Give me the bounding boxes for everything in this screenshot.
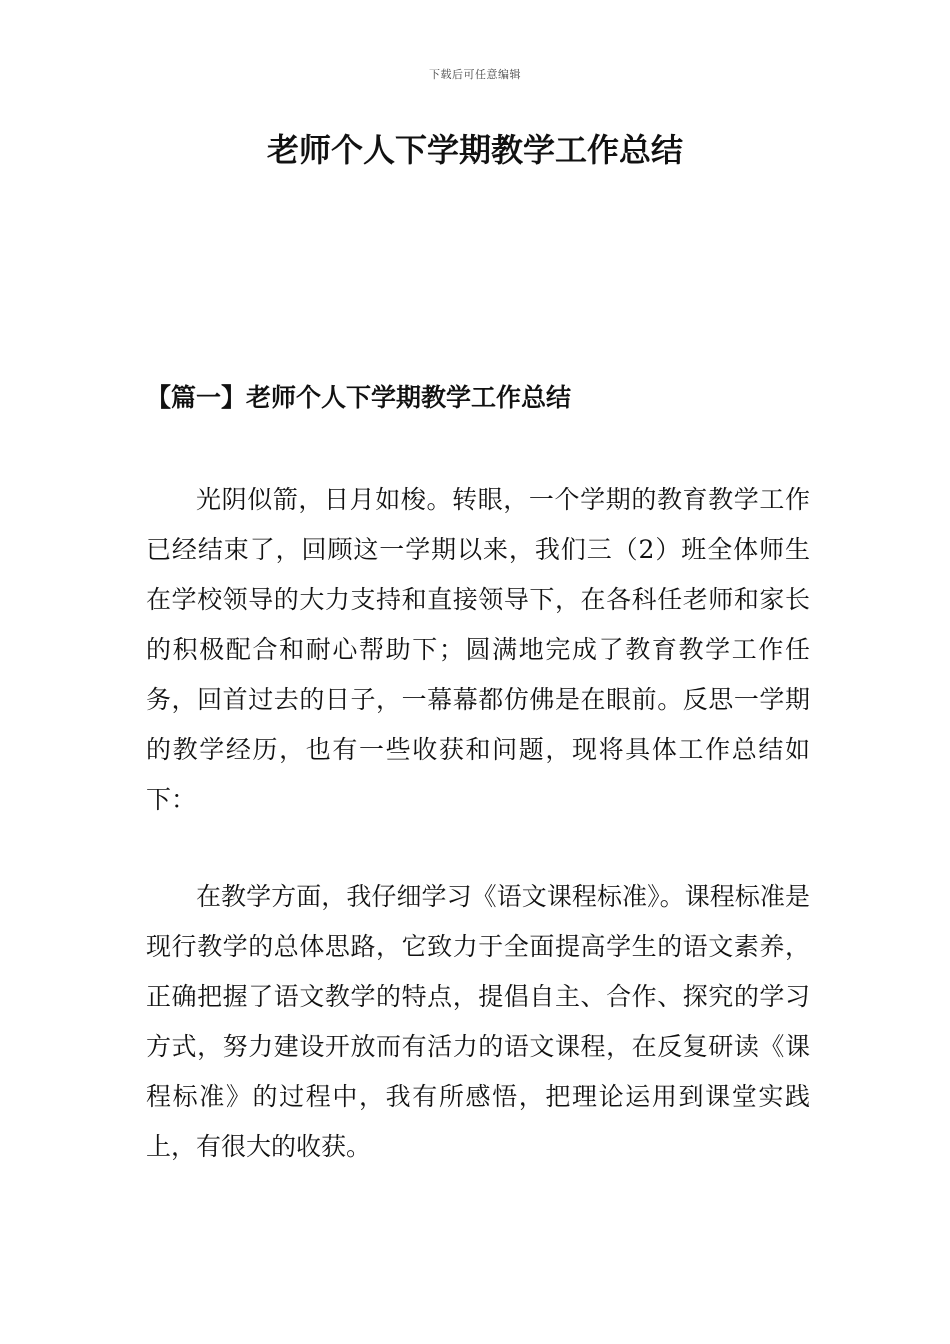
body-paragraph-2: 在教学方面，我仔细学习《语文课程标准》。课程标准是现行教学的总体思路，它致力于全面提高学生的语文素养，正确把握了语文教学的特点，提倡自主、合作、探究的学习方式，努力建设开放而有活力的语文课程，在反复研读《课程标准》的过程中，我有所感悟，把理论运用到课堂实践上，有很大的收获。 xyxy=(146,882,810,1161)
header-note: 下载后可任意编辑 xyxy=(429,68,521,81)
section-heading: 【篇一】老师个人下学期教学工作总结 xyxy=(146,383,572,412)
body-paragraph-1: 光阴似箭，日月如梭。转眼，一个学期的教育教学工作已经结束了，回顾这一学期以来，我们三（2）班全体师生在学校领导的大力支持和直接领导下，在各科任老师和家长的积极配合和耐心帮助下；圆满地完成了教育教学工作任务，回首过去的日子，一幕幕都仿佛是在眼前。反思一学期的教学经历，也有一些收获和问题，现将具体工作总结如下： xyxy=(146,485,810,814)
document-title: 老师个人下学期教学工作总结 xyxy=(266,131,683,169)
